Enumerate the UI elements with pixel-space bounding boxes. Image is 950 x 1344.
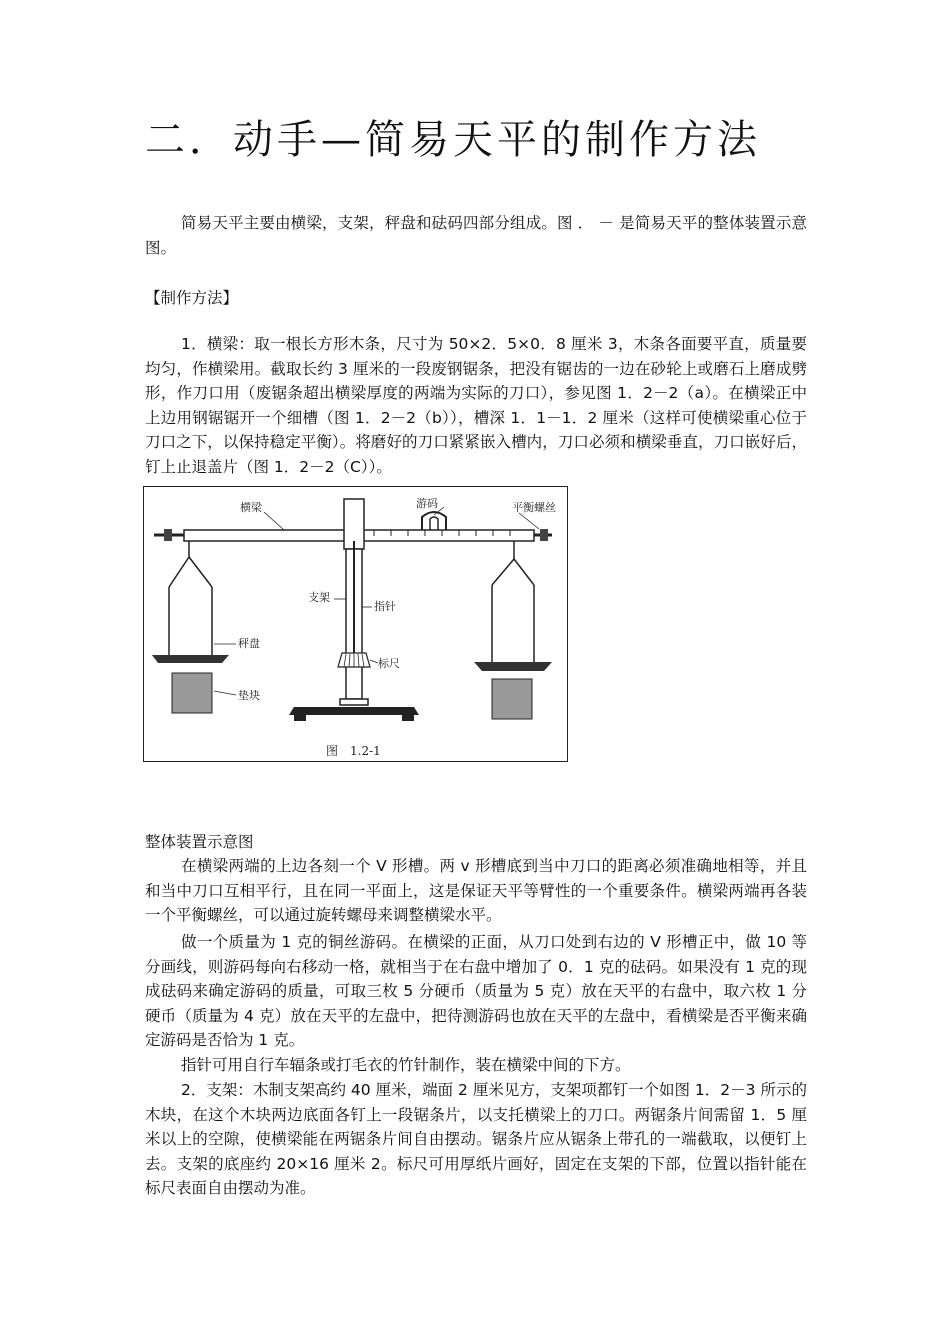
left-block — [172, 673, 212, 713]
page-title: 二．动手—简易天平的制作方法 — [145, 117, 761, 163]
right-block — [492, 679, 532, 719]
label-balance-screw: 平衡螺丝 — [512, 501, 556, 514]
stand-base — [289, 707, 419, 715]
right-screw-nut — [540, 529, 548, 541]
stand-paragraph: 2．支架：木制支架高约 40 厘米，端面 2 厘米见方，支架项都钉一个如图 1．2－3 所示的木块，在这个木块两边底面各钉上一段锯条片，以支托横梁上的刀口。两锯条片间需留 1．5 厘米以上的空隙，使横梁能在两锯条片间自由摆动。锯条片应从锯条上带孔的一端截取，以便钉上去。支架的底座约 20×16 厘米 2。标尺可用厚纸片画好，固定在支架的下部，位置以指针能在标尺表面自由摆动为准。 — [145, 1081, 807, 1197]
beam-paragraph: 1．横梁：取一根长方形木条，尺寸为 50×2．5×0．8 厘米 3，木条各面要平直，质量要均匀，作横梁用。截取长约 3 厘米的一段废钢锯条，把没有锯齿的一边在砂轮上或磨石上磨成劈形，作刀口用（废锯条超出横梁厚度的两端为实际的刀口），参见图 1．2－2（a）。在横梁正中上边用钢锯锯开一个细槽（图 1．2－2（b）），槽深 1．1－1．2 厘米（这样可使横梁重心位于刀口之下，以保持稳定平衡）。将磨好的刀口紧紧嵌入槽内，刀口必须和横梁垂直，刀口嵌好后，钉上止退盖片（图 1．2－2（C））。 — [145, 335, 807, 476]
label-pan: 秤盘 — [238, 637, 260, 650]
label-scale: 标尺 — [378, 657, 400, 670]
intro-paragraph: 简易天平主要由横梁，支架，秤盘和砝码四部分组成。图 ． － 是简易天平的整体装置示意图。 — [145, 214, 807, 257]
pointer-paragraph: 指针可用自行车辐条或打毛衣的竹针制作，装在横梁中间的下方。 — [181, 1056, 631, 1074]
left-screw-nut — [164, 529, 172, 541]
left-pan-hanger — [169, 541, 212, 655]
figure-caption: 图 1.2-1 — [326, 744, 381, 758]
label-pointer: 指针 — [374, 600, 396, 613]
rider-paragraph: 做一个质量为 1 克的铜丝游码。在横梁的正面，从刀口处到右边的 V 形槽正中，做 10 等分画线，则游码每向右移动一格，就相当于在右盘中增加了 0．1 克的砝码。如果没有 1 克的现成砝码来确定游码的质量，可取三枚 5 分硬币（质量为 5 克）放在天平的右盘中，取六枚 1 分硬币（质量为 4 克）放在天平的左盘中，把待测游码也放在天平的左盘中，看横梁是否平衡来确定游码是否恰为 1 克。 — [145, 933, 807, 1049]
figure-name: 整体装置示意图 — [145, 833, 254, 851]
label-block: 垫块 — [238, 689, 260, 702]
label-stand: 支架 — [308, 591, 330, 604]
label-beam: 横梁 — [240, 501, 262, 514]
label-rider: 游码 — [416, 497, 438, 510]
section-heading: 【制作方法】 — [145, 289, 239, 307]
right-pan — [474, 662, 552, 671]
right-pan-hanger — [492, 541, 534, 662]
groove-paragraph: 在横梁两端的上边各刻一个 V 形槽。两 v 形槽底到当中刀口的距离必须准确地相等，并且和当中刀口互相平行，且在同一平面上，这是保证天平等臂性的一个重要条件。横梁两端再各装一个平衡螺丝，可以通过旋转螺母来调整横梁水平。 — [145, 857, 807, 924]
balance-diagram — [144, 487, 567, 761]
balance-diagram-figure — [143, 486, 568, 762]
left-pan — [152, 655, 229, 663]
